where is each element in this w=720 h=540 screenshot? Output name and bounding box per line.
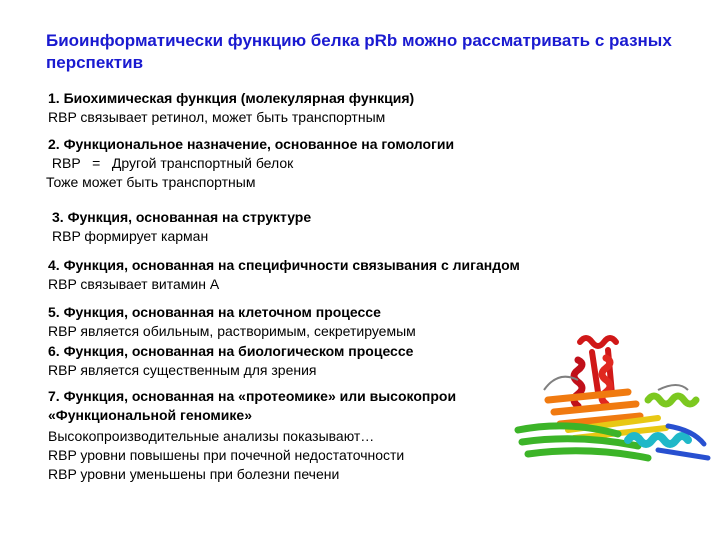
section-2-heading: 2. Функциональное назначение, основанное на гомологии	[48, 136, 455, 152]
section-4-heading: 4. Функция, основанная на специфичности связывания с лигандом	[48, 257, 520, 273]
section-7-heading-2: «Функциональной геномике»	[48, 407, 252, 423]
section-2-text-2: Тоже может быть транспортным	[46, 174, 256, 190]
section-6-text: RBP является существенным для зрения	[48, 362, 317, 378]
section-1-heading: 1. Биохимическая функция (молекулярная функция)	[48, 90, 415, 106]
sheet-orange	[548, 392, 640, 424]
section-7-text-1: Высокопроизводительные анализы показывают…	[48, 428, 375, 444]
loop-grey	[544, 377, 688, 390]
section-6-heading: 6. Функция, основанная на биологическом процессе	[48, 343, 414, 359]
section-5-text: RBP является обильным, растворимым, секретируемым	[48, 323, 416, 339]
section-7-text-2: RBP уровни повышены при почечной недостаточности	[48, 447, 405, 463]
section-7-text-3: RBP уровни уменьшены при болезни печени	[48, 466, 340, 482]
section-5-heading: 5. Функция, основанная на клеточном процессе	[48, 304, 381, 320]
helix-green	[648, 396, 696, 404]
section-3-heading: 3. Функция, основанная на структуре	[52, 209, 312, 225]
section-7-heading-1: 7. Функция, основанная на «протеомике» или высокопрои	[48, 388, 457, 404]
section-3-text: RBP формирует карман	[52, 228, 209, 244]
section-1-text: RBP связывает ретинол, может быть транспортным	[48, 109, 386, 125]
section-2-text-1: RBP = Другой транспортный белок	[48, 155, 294, 171]
slide-title: Биоинформатически функцию белка pRb можно рассматривать с разных перспектив	[46, 31, 672, 72]
protein-structure-image	[508, 330, 713, 470]
section-4-text: RBP связывает витамин A	[48, 276, 220, 292]
